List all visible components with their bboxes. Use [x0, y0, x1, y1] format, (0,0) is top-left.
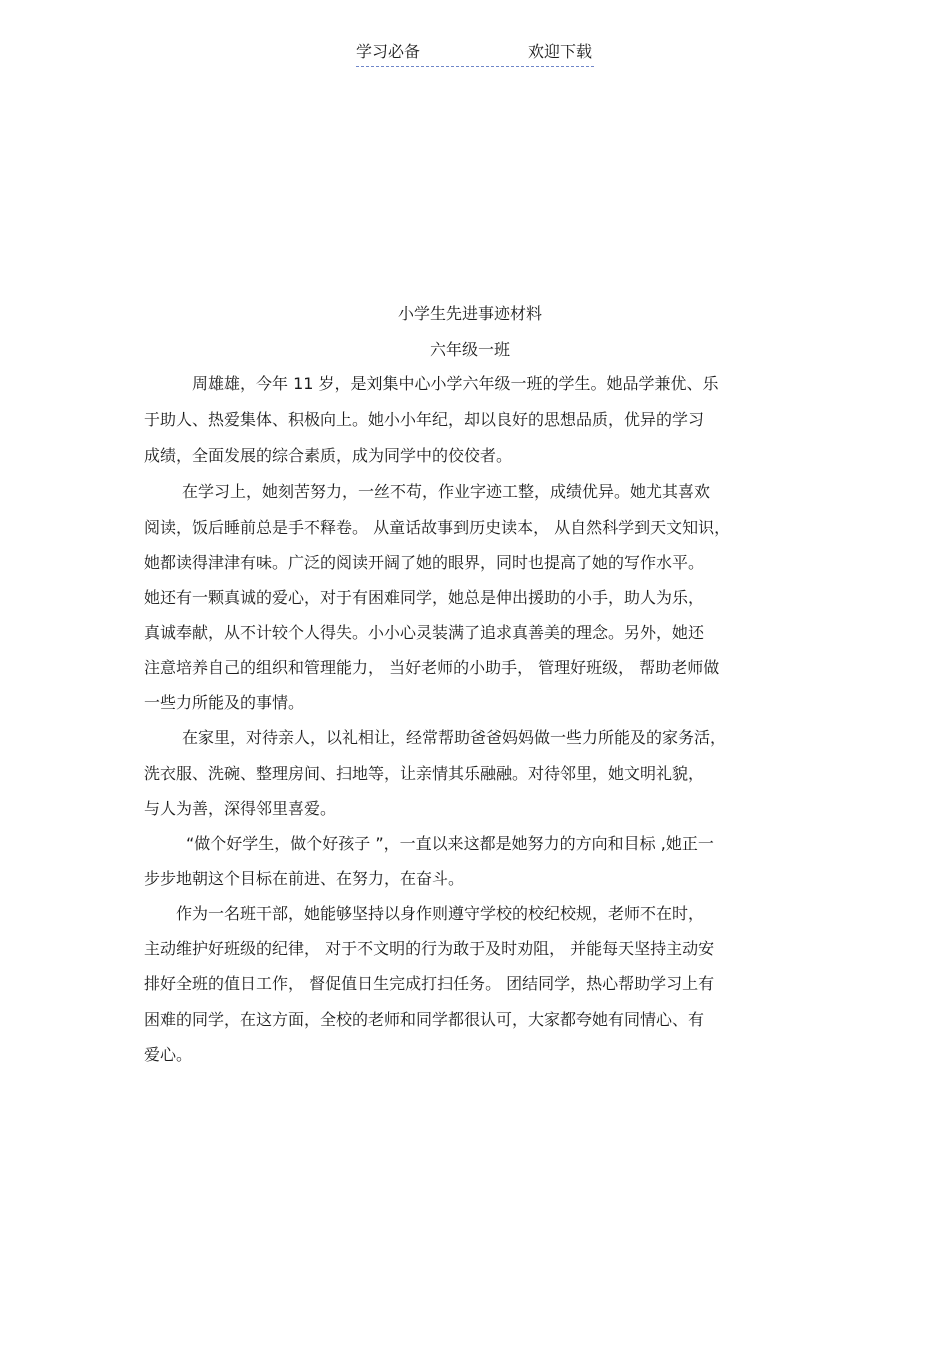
- body-line: 作为一名班干部，她能够坚持以身作则遵守学校的校纪校规，老师不在时，: [176, 904, 705, 923]
- body-line: “做个好学生，做个好孩子 ”，一直以来这都是她努力的方向和目标 ,她正一: [186, 834, 714, 853]
- body-line: 爱心。: [144, 1045, 193, 1064]
- body-line: 步步地朝这个目标在前进、在努力，在奋斗。: [144, 869, 465, 888]
- page-header: [356, 40, 594, 67]
- body-line: 她都读得津津有味。广泛的阅读开阔了她的眼界，同时也提高了她的写作水平。: [144, 553, 705, 572]
- body-line: 洗衣服、洗碗、整理房间、扫地等，让亲情其乐融融。对待邻里，她文明礼貌，: [144, 764, 705, 783]
- body-line: 一些力所能及的事情。: [144, 693, 305, 712]
- document-subtitle: 六年级一班: [429, 340, 510, 359]
- body-line: 与人为善，深得邻里喜爱。: [144, 799, 337, 818]
- header-left-text: 学习必备: [356, 42, 421, 61]
- document-title: 小学生先进事迹材料: [397, 304, 542, 323]
- body-line: 成绩，全面发展的综合素质，成为同学中的佼佼者。: [144, 446, 513, 465]
- body-line: 在家里，对待亲人，以礼相让，经常帮助爸爸妈妈做一些力所能及的家务活，: [182, 728, 727, 747]
- body-line: 排好全班的值日工作， 督促值日生完成打扫任务。 团结同学，热心帮助学习上有: [144, 974, 715, 993]
- body-line: 在学习上，她刻苦努力，一丝不苟，作业字迹工整，成绩优异。她尤其喜欢: [182, 482, 711, 501]
- body-line: 困难的同学，在这方面，全校的老师和同学都很认可，大家都夸她有同情心、有: [144, 1010, 705, 1029]
- body-line: 注意培养自己的组织和管理能力， 当好老师的小助手， 管理好班级， 帮助老师做: [144, 658, 720, 677]
- body-line: 主动维护好班级的纪律， 对于不文明的行为敢于及时劝阻， 并能每天坚持主动安: [144, 939, 715, 958]
- body-line: 周雄雄，今年 11 岁，是刘集中心小学六年级一班的学生。她品学兼优、乐: [192, 374, 719, 393]
- body-line: 于助人、热爱集体、积极向上。她小小年纪，却以良好的思想品质，优异的学习: [144, 410, 705, 429]
- body-line: 她还有一颗真诚的爱心，对于有困难同学，她总是伸出援助的小手，助人为乐，: [144, 588, 705, 607]
- body-line: 阅读，饭后睡前总是手不释卷。 从童话故事到历史读本， 从自然科学到天文知识，: [144, 518, 731, 537]
- body-line: 真诚奉献，从不计较个人得失。小小心灵装满了追求真善美的理念。另外，她还: [144, 623, 705, 642]
- header-right-text: 欢迎下载: [527, 42, 592, 61]
